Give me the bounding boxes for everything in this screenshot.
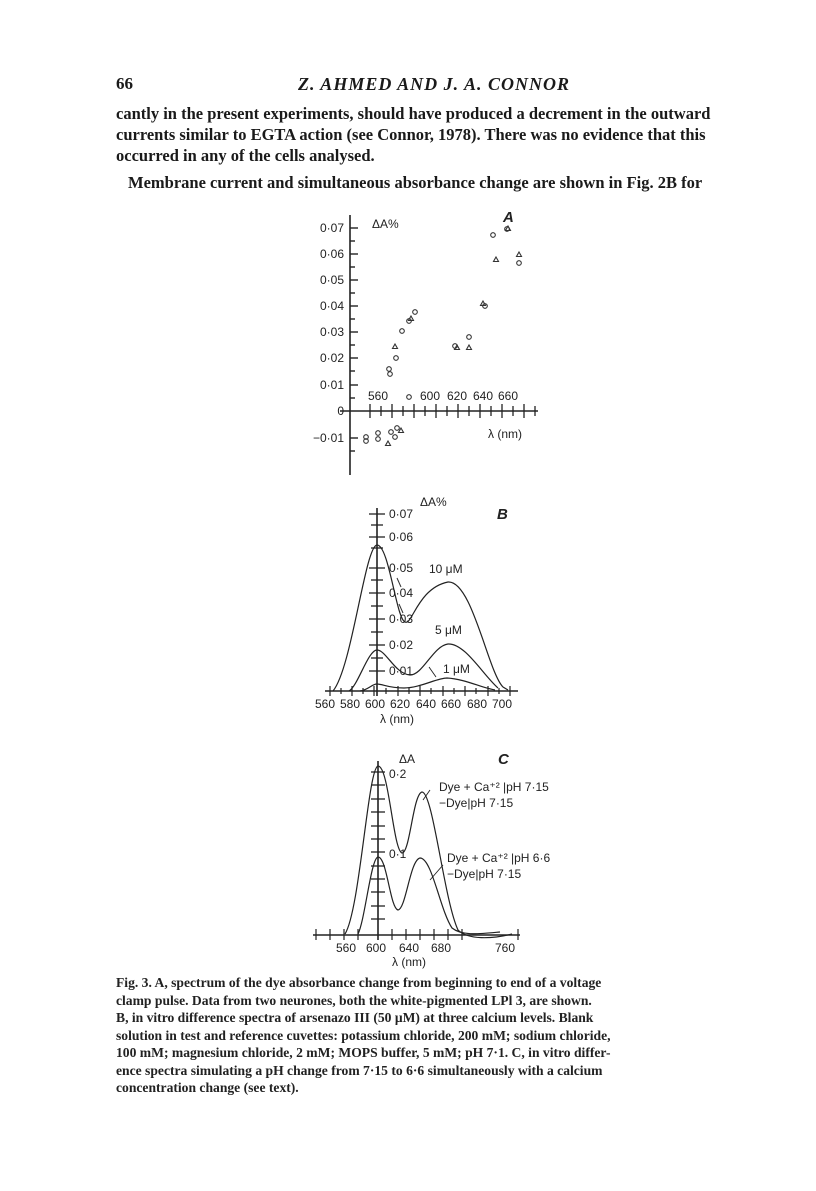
body-line: cantly in the present experiments, should have produced a decrement in the outward [116,104,711,123]
curve-label-ph715-line1: Dye + Ca⁺² |pH 7·15 [439,780,549,794]
y-tick-label: 0·06 [319,247,344,261]
data-point [393,435,398,440]
data-point [494,257,499,262]
x-tick-label: 560 [367,389,389,403]
caption-line: 100 mM; magnesium chloride, 2 mM; MOPS buffer, 5 mM; pH 7·1. C, in vitro differ- [116,1045,611,1060]
x-tick-label: 600 [365,941,387,955]
x-tick-label: 600 [364,697,386,711]
y-tick-label: 0·07 [389,507,414,521]
x-tick-label: 680 [466,697,488,711]
data-point [386,441,391,446]
panel-a-y-ticks [350,228,358,451]
y-tick-label: 0·05 [389,561,414,575]
data-point [467,345,472,350]
x-tick-label: 680 [430,941,452,955]
body-line: occurred in any of the cells analysed. [116,146,375,165]
x-tick-label: 640 [472,389,494,403]
data-point [467,335,472,340]
caption-line: ence spectra simulating a pH change from 7·15 to 6·6 simultaneously with a calcium [116,1062,603,1078]
panel-b-leader-1um [429,667,436,677]
panel-a-data-points [364,226,522,446]
panel-c-y-axis-label: ΔA [399,752,416,766]
y-tick-label: 0·03 [389,612,414,626]
caption-line: Fig. 3. A, spectrum of the dye absorbance change from beginning to end of a voltage [116,975,602,990]
panel-a-y-axis-label: ΔA% [372,217,399,231]
panel-c-x-tick-labels [336,941,515,955]
data-point [400,329,405,334]
caption-line: B, in vitro difference spectra of arsenazo III (50 μM) at three calcium levels. Blank [116,1010,594,1025]
panel-c [313,751,550,969]
body-line: Membrane current and simultaneous absorbance change are shown in Fig. 2B for [128,173,703,192]
x-tick-label: 640 [398,941,420,955]
panel-a-y-tick-labels [313,221,344,445]
curve-label-ph715-line2: −Dye|pH 7·15 [439,796,514,810]
y-tick-label: −0·01 [312,431,344,445]
x-tick-label: 640 [415,697,437,711]
panel-a-x-tick-labels [368,389,518,403]
x-tick-label: 620 [446,389,468,403]
curve-label-1um: 1 μM [443,662,470,676]
data-point [395,426,400,431]
y-tick-label: 0·01 [389,664,414,678]
data-point [376,431,381,436]
y-tick-label: 0·07 [319,221,344,235]
panel-b-x-tick-labels [315,697,512,711]
data-point [387,367,392,372]
y-tick-label: 0·02 [389,638,414,652]
panel-c-x-axis-label: λ (nm) [392,955,426,969]
x-tick-label: 620 [389,697,411,711]
running-head: Z. AHMED AND J. A. CONNOR [297,74,571,94]
panel-a-label: A [503,209,514,226]
data-point [376,437,381,442]
data-point [413,310,418,315]
data-point [393,344,398,349]
body-line: currents similar to EGTA action (see Connor, 1978). There was no evidence that this [116,125,706,144]
curve-label-10um: 10 μM [429,562,463,576]
x-tick-label: 560 [335,941,357,955]
page-number: 66 [116,74,133,93]
x-tick-label: 580 [339,697,361,711]
x-tick-label: 600 [419,389,441,403]
y-tick-label: 0·2 [389,767,407,781]
y-tick-label: 0·02 [319,351,344,365]
caption-line: concentration change (see text). [116,1080,299,1095]
y-tick-label: 0·03 [319,325,344,339]
y-tick-label: 0·06 [389,530,414,544]
data-point [407,395,412,400]
x-tick-label: 760 [494,941,516,955]
panel-a [313,209,538,475]
x-tick-label: 560 [314,697,336,711]
figure-caption [116,974,752,1097]
x-tick-label: 660 [497,389,519,403]
panel-b-y-tick-labels [389,507,413,678]
y-tick-label: 0·04 [389,586,414,600]
y-tick-label: 0·1 [389,847,407,861]
panel-b-curves [333,545,508,691]
panel-b-x-axis-label: λ (nm) [380,712,414,726]
panel-b-y-axis-label: ΔA% [420,495,447,509]
panel-c-curve-labels [439,780,550,881]
panel-b-curve-labels [429,562,470,676]
y-tick-label: 0·05 [319,273,344,287]
panel-a-x-axis-label: λ (nm) [488,427,522,441]
curve-label-ph66-line1: Dye + Ca⁺² |pH 6·6 [447,851,551,865]
y-tick-label: 0·01 [319,378,344,392]
caption-line: solution in test and reference cuvettes: potassium chloride, 200 mM; sodium chloride, [116,1027,611,1043]
y-tick-label: 0·04 [319,299,344,313]
data-point [517,261,522,266]
x-tick-label: 660 [440,697,462,711]
panel-c-label: C [498,751,509,768]
caption-line: clamp pulse. Data from two neurones, both the white-pigmented LPl 3, are shown. [116,992,592,1008]
curve-1um [360,678,495,691]
panel-b [315,495,518,726]
data-point [517,252,522,257]
panel-b-label: B [497,506,508,523]
y-tick-label: 0 [337,404,344,418]
x-tick-label: 700 [491,697,513,711]
curve-label-ph66-line2: −Dye|pH 7·15 [447,867,522,881]
data-point [491,233,496,238]
data-point [394,356,399,361]
data-point [388,372,393,377]
data-point [389,430,394,435]
curve-label-5um: 5 μM [435,623,462,637]
